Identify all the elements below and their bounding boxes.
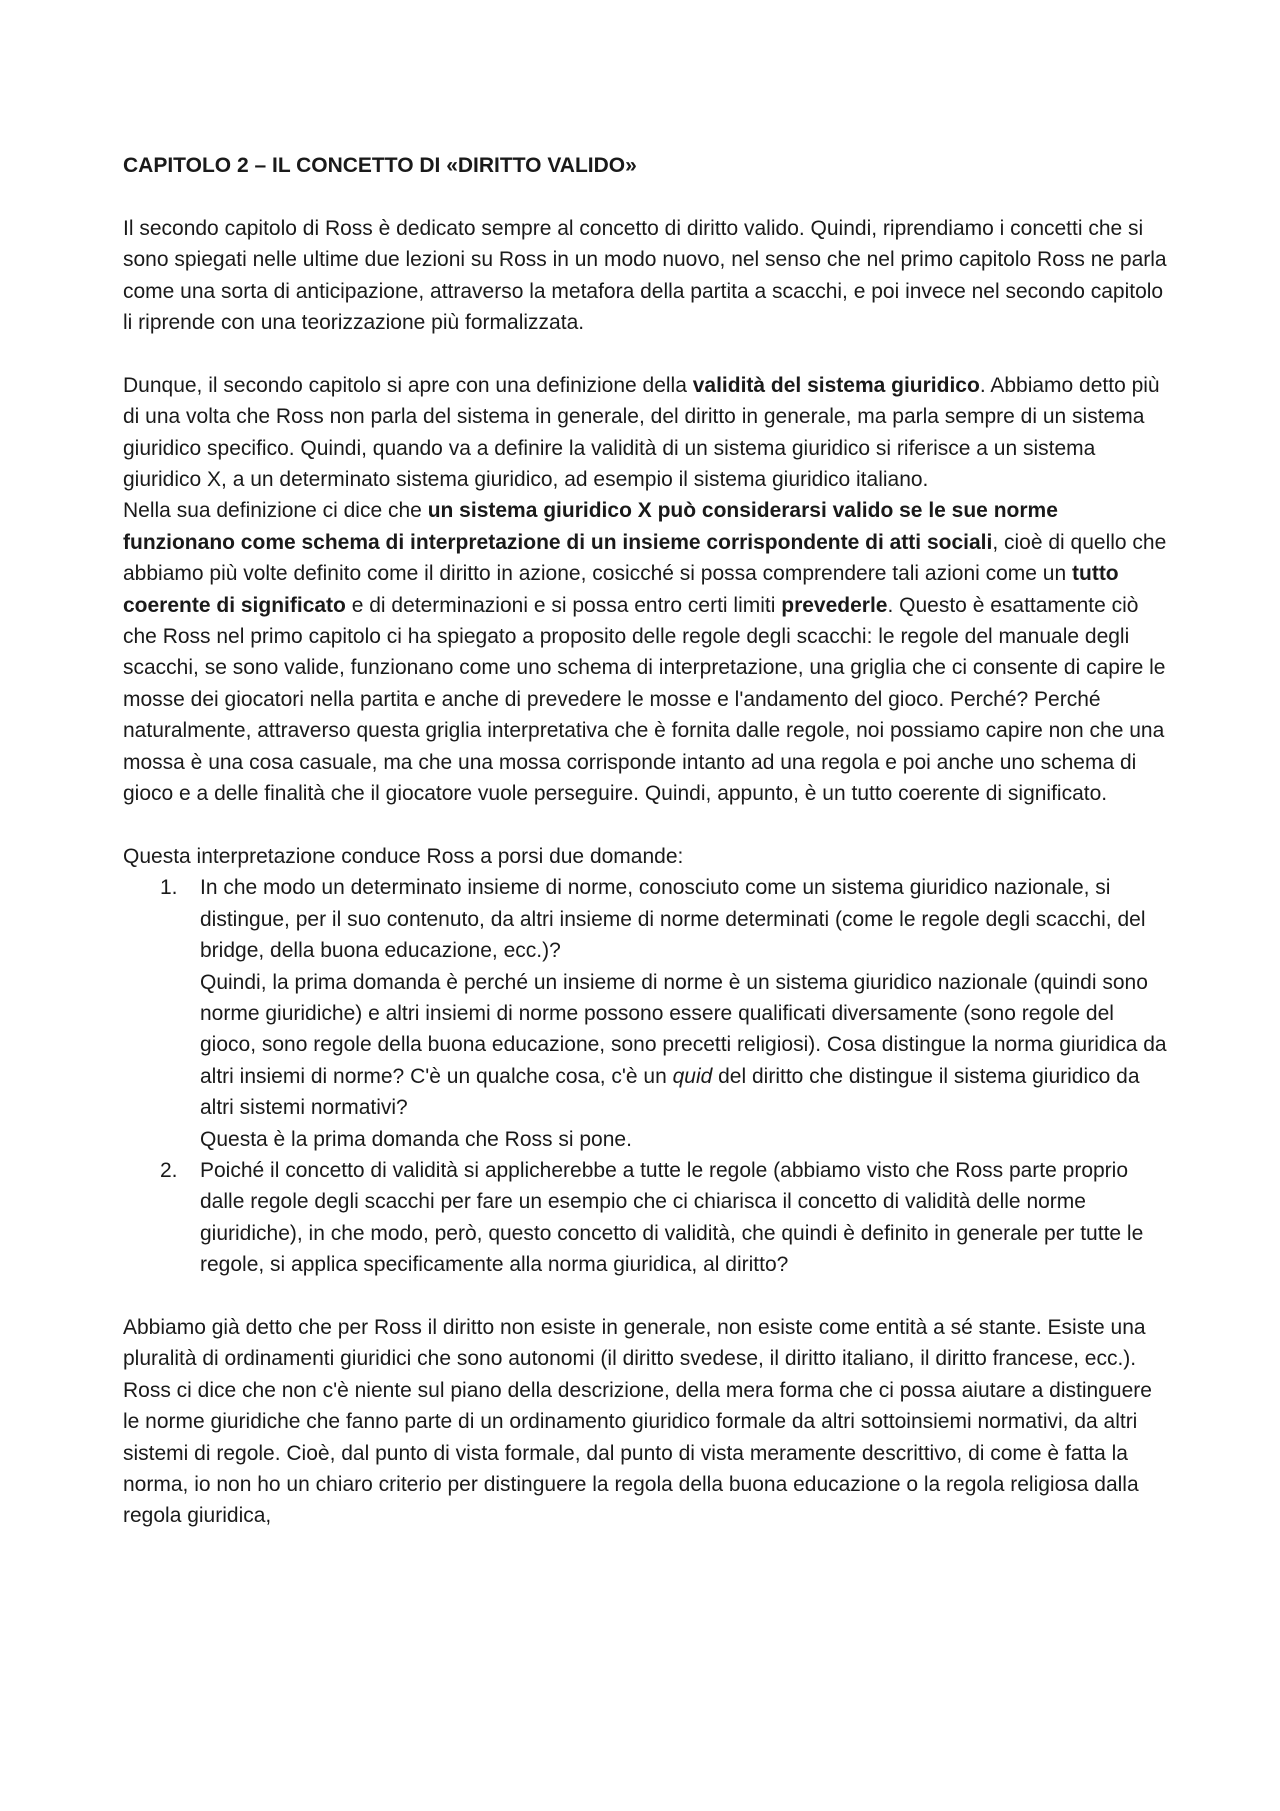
paragraph-legal-systems: Abbiamo già detto che per Ross il diritto non esiste in generale, non esiste come entità a sé stante. Esiste una pluralità di ordinamenti giuridici che sono autonomi (il diritto svedese, il diritto italiano, il diritto francese, ecc.). Ross ci dice che non c'è niente sul piano della descrizione, della mera forma che ci possa aiutare a distinguere le norme giuridiche che fanno parte di un ordinamento giuridico formale da altri sottoinsiemi normativi, da altri sistemi di regole. Cioè, dal punto di vista formale, dal punto di vista meramente descrittivo, di come è fatta la norma, io non ho un chiaro criterio per distinguere la regola della buona educazione o la regola religiosa dalla regola giuridica, — [123, 1315, 1152, 1528]
text-run: . Abbiamo detto più di una volta che Ross non parla del sistema in generale, del diritto in generale, ma parla sempre di un sistema giuridico specifico. Quindi, quando va a definire la validità di un sistema giuridico si riferisce a un sistema giuridico X, a un determinato sistema giuridico, ad esempio il sistema giuridico italiano. — [123, 373, 1160, 492]
list-item-text: Poiché il concetto di validità si applicherebbe a tutte le regole (abbiamo visto che Ross parte proprio dalle regole degli scacchi per fare un esempio che ci chiarisca il concetto di validità delle norme giuridiche), in che modo, però, questo concetto di validità, che quindi è definito in generale per tutte le regole, si applica specificamente alla norma giuridica, al diritto? — [200, 1158, 1144, 1277]
list-number: 2. — [160, 1158, 178, 1182]
paragraph-intro: Il secondo capitolo di Ross è dedicato sempre al concetto di diritto valido. Quindi, riprendiamo i concetti che si sono spiegati nelle ultime due lezioni su Ross in un modo nuovo, nel senso che nel primo capitolo Ross ne parla come una sorta di anticipazione, attraverso la metafora della partita a scacchi, e poi invece nel secondo capitolo li riprende con una teorizzazione più formalizzata. — [123, 216, 1167, 335]
questions-list — [123, 872, 1168, 1280]
chapter-title: CAPITOLO 2 – IL CONCETTO DI «DIRITTO VALIDO» — [123, 154, 637, 177]
list-item-text: In che modo un determinato insieme di norme, conosciuto come un sistema giuridico nazionale, si distingue, per il suo contenuto, da altri insieme di norme determinati (come le regole degli scacchi, del bridge, della buona educazione, ecc.)? — [200, 876, 1146, 963]
text-run: del diritto che distingue il sistema giuridico da altri sistemi normativi? — [200, 1064, 1140, 1120]
paragraph-questions-intro: Questa interpretazione conduce Ross a porsi due domande: — [123, 844, 684, 868]
list-item-text — [200, 967, 1168, 1124]
list-number: 1. — [160, 876, 178, 900]
bold-term: tutto coerente di significato — [123, 562, 1119, 617]
text-run: . Questo è esattamente ciò che Ross nel primo capitolo ci ha spiegato a proposito delle regole degli scacchi: le regole del manuale degli scacchi, se sono valide, funzionano come uno schema di interpretazione, una griglia che ci consente di capire le mosse dei giocatori nella partita e anche di prevedere le mosse e l'andamento del gioco. Perché? Perché naturalmente, attraverso questa griglia interpretativa che è fornita dalle regole, noi possiamo capire non che una mossa è una cosa casuale, ma che una mossa corrisponde intanto ad una regola e poi anche uno schema di gioco e a delle finalità che il giocatore vuole perseguire. Quindi, appunto, è un tutto coerente di significato. — [123, 593, 1166, 806]
text-run: e di determinazioni e si possa entro certi limiti — [345, 593, 782, 617]
bold-term: prevederle — [781, 593, 888, 617]
list-item — [123, 1155, 1168, 1281]
text-run: Quindi, la prima domanda è perché un insieme di norme è un sistema giuridico nazionale (quindi sono norme giuridiche) e altri insiemi di norme possono essere qualificati diversamente (sono regole del gioco, sono regole della buona educazione, sono precetti religiosi). Cosa distingue la norma giuridica da altri insiemi di norme? C'è un qualche cosa, c'è un — [200, 970, 1167, 1088]
italic-term: quid — [672, 1064, 713, 1088]
paragraph-validity-definition — [123, 370, 1168, 496]
text-run: Dunque, il secondo capitolo si apre con una definizione della — [123, 373, 693, 397]
list-item-text: Questa è la prima domanda che Ross si pone. — [200, 1127, 632, 1151]
document-page — [123, 150, 1168, 1532]
bold-term: un sistema giuridico X può considerarsi valido se le sue norme funzionano come schema di interpretazione di un insieme corrispondente di atti sociali — [123, 499, 1058, 554]
list-item — [123, 872, 1168, 1155]
paragraph-definition-detail — [123, 495, 1168, 809]
bold-term: validità del sistema giuridico — [692, 373, 980, 397]
text-run: Nella sua definizione ci dice che — [123, 499, 428, 523]
text-run: , cioè di quello che abbiamo più volte definito come il diritto in azione, cosicché si possa comprendere tali azioni come un — [123, 530, 1167, 586]
